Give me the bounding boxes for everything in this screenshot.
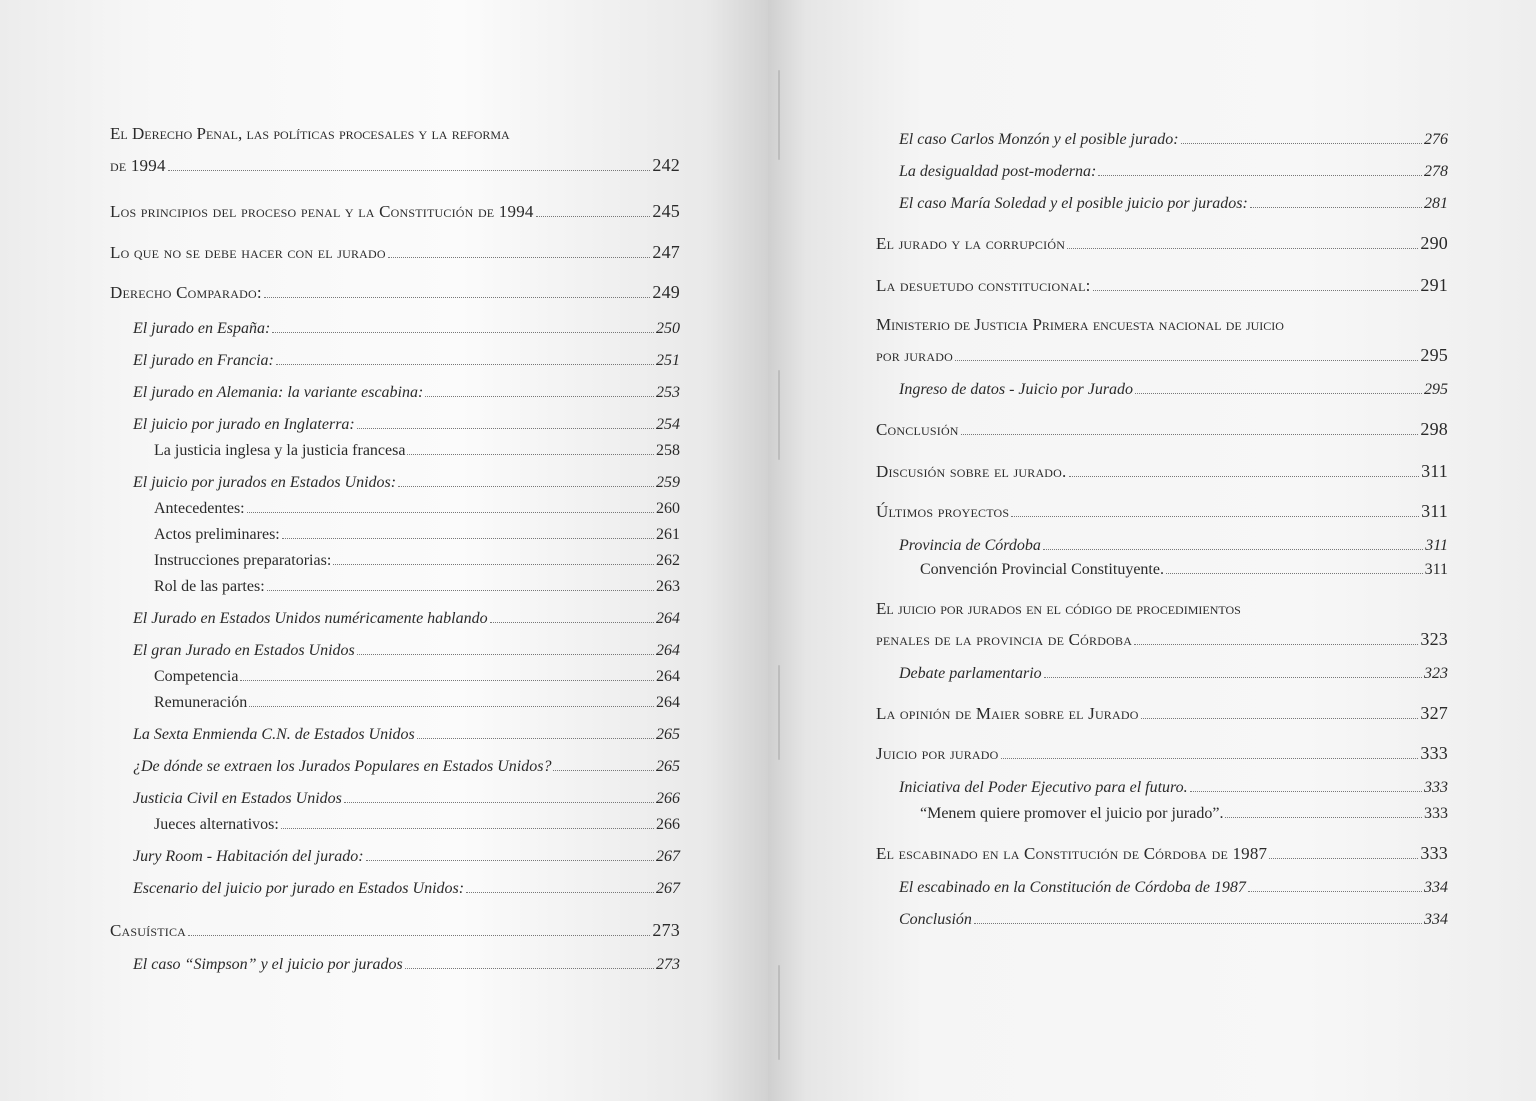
toc-entry-title: Derecho Comparado: xyxy=(110,283,262,302)
toc-entry-title: Ingreso de datos - Juicio por Jurado xyxy=(899,381,1134,398)
toc-page-number: 266 xyxy=(656,790,680,807)
toc-entry xyxy=(110,956,680,974)
toc-entry xyxy=(110,610,680,628)
toc-entry-title: penales de la provincia de Córdoba xyxy=(876,630,1133,649)
toc-entry xyxy=(876,195,1448,213)
toc-entry xyxy=(876,419,1448,440)
toc-page-number: 311 xyxy=(1425,537,1448,554)
toc-entry xyxy=(110,642,680,660)
toc-entry xyxy=(876,629,1448,650)
toc-leader-dots xyxy=(1248,891,1422,892)
toc-entry xyxy=(876,703,1448,724)
toc-entry xyxy=(876,805,1448,823)
toc-leader-dots xyxy=(1001,758,1419,759)
toc-page-number: 260 xyxy=(656,500,680,517)
toc-page-number: 295 xyxy=(1420,345,1448,365)
toc-page-number: 251 xyxy=(656,352,680,369)
toc-leader-dots xyxy=(1044,677,1422,678)
toc-page-number: 311 xyxy=(1424,561,1448,578)
toc-entry xyxy=(110,201,680,222)
toc-entry-title: El jurado y la corrupción xyxy=(876,234,1066,253)
toc-entry-title: La justicia inglesa y la justicia francesa xyxy=(154,442,406,459)
toc-page-number: 333 xyxy=(1424,779,1448,796)
toc-leader-dots xyxy=(276,364,654,365)
toc-entry xyxy=(876,461,1448,482)
toc-entry-title: Convención Provincial Constituyente. xyxy=(920,561,1164,578)
toc-entry-title: Jueces alternativos: xyxy=(154,816,279,833)
toc-page-number: 267 xyxy=(656,880,680,897)
toc-entry-title: por jurado xyxy=(876,346,953,365)
binding-stitch xyxy=(778,370,780,460)
toc-page-number: 253 xyxy=(656,384,680,401)
toc-entry xyxy=(110,282,680,303)
toc-entry xyxy=(110,694,680,712)
toc-entry xyxy=(876,275,1448,296)
toc-page-number: 311 xyxy=(1421,461,1448,481)
toc-page-number: 273 xyxy=(652,920,680,940)
toc-entry-title: Iniciativa del Poder Ejecutivo para el futuro. xyxy=(899,779,1188,796)
toc-entry-title: Debate parlamentario xyxy=(899,665,1042,682)
toc-entry-title: Justicia Civil en Estados Unidos xyxy=(133,790,342,807)
toc-page-number: 291 xyxy=(1420,275,1448,295)
toc-page-number: 334 xyxy=(1424,911,1448,928)
toc-entry-title: El gran Jurado en Estados Unidos xyxy=(133,642,355,659)
toc-page-number: 327 xyxy=(1420,703,1448,723)
toc-page-number: 254 xyxy=(656,416,680,433)
toc-entry xyxy=(876,665,1448,683)
toc-page-number: 265 xyxy=(656,758,680,775)
toc-leader-dots xyxy=(267,590,654,591)
toc-entry xyxy=(110,668,680,686)
toc-entry-title: Jury Room - Habitación del jurado: xyxy=(133,848,364,865)
toc-leader-dots xyxy=(249,706,654,707)
toc-page-number: 267 xyxy=(656,848,680,865)
toc-leader-dots xyxy=(344,802,654,803)
toc-page-number: 265 xyxy=(656,726,680,743)
toc-page-number: 247 xyxy=(652,242,680,262)
toc-leader-dots xyxy=(282,538,654,539)
toc-leader-dots xyxy=(398,486,654,487)
toc-page-number: 323 xyxy=(1424,665,1448,682)
toc-leader-dots xyxy=(247,512,654,513)
toc-entry-title: Rol de las partes: xyxy=(154,578,265,595)
toc-entry-title: El escabinado en la Constitución de Córdoba de 1987 xyxy=(899,879,1246,896)
binding-stitch xyxy=(778,70,780,160)
toc-leader-dots xyxy=(1043,549,1423,550)
toc-leader-dots xyxy=(1011,516,1419,517)
toc-leader-dots xyxy=(388,257,651,258)
toc-leader-dots xyxy=(357,428,654,429)
toc-leader-dots xyxy=(240,680,654,681)
toc-page-number: 266 xyxy=(656,816,680,833)
toc-page-number: 250 xyxy=(656,320,680,337)
toc-entry xyxy=(876,131,1448,149)
toc-entry-title: Instrucciones preparatorias: xyxy=(154,552,332,569)
toc-entry-title: La desigualdad post-moderna: xyxy=(899,163,1097,180)
toc-entry-title: Conclusión xyxy=(899,911,972,928)
toc-page-number: 264 xyxy=(656,668,680,685)
toc-entry xyxy=(876,743,1448,764)
toc-entry-title: El juicio por jurado en Inglaterra: xyxy=(133,416,355,433)
toc-entry-title: Provincia de Córdoba xyxy=(899,537,1041,554)
toc-leader-dots xyxy=(1166,573,1423,574)
toc-entry xyxy=(110,384,680,402)
toc-leader-dots xyxy=(974,923,1422,924)
toc-entry-title: Los principios del proceso penal y la Constitución de 1994 xyxy=(110,202,534,221)
toc-page-number: 262 xyxy=(656,552,680,569)
toc-entry xyxy=(110,758,680,776)
toc-leader-dots xyxy=(1250,207,1422,208)
toc-entry xyxy=(110,242,680,263)
toc-leader-dots xyxy=(1190,791,1422,792)
toc-page-number: 245 xyxy=(652,201,680,221)
toc-entry xyxy=(110,320,680,338)
toc-entry xyxy=(110,352,680,370)
toc-entry-title: de 1994 xyxy=(110,156,166,175)
toc-leader-dots xyxy=(1093,290,1419,291)
toc-entry xyxy=(110,552,680,570)
toc-page-number: 278 xyxy=(1424,163,1448,180)
toc-entry-title: La opinión de Maier sobre el Jurado xyxy=(876,704,1139,723)
toc-page-number: 334 xyxy=(1424,879,1448,896)
toc-entry xyxy=(876,163,1448,181)
toc-entry xyxy=(876,779,1448,797)
toc-leader-dots xyxy=(272,332,654,333)
toc-entry xyxy=(110,578,680,596)
binding-stitch xyxy=(778,965,780,1060)
toc-entry-title: Actos preliminares: xyxy=(154,526,280,543)
toc-page-number: 261 xyxy=(656,526,680,543)
toc-entry-title: El jurado en Alemania: la variante escabina: xyxy=(133,384,424,401)
toc-leader-dots xyxy=(955,360,1418,361)
toc-leader-dots xyxy=(1225,817,1422,818)
toc-leader-dots xyxy=(405,968,654,969)
toc-leader-dots xyxy=(168,170,651,171)
toc-leader-dots xyxy=(1134,644,1418,645)
toc-entry xyxy=(110,155,680,176)
toc-entry-title: “Menem quiere promover el juicio por jurado”. xyxy=(920,805,1224,822)
toc-page-number: 264 xyxy=(656,642,680,659)
toc-page-number: 259 xyxy=(656,474,680,491)
toc-entry-title: Escenario del juicio por jurado en Estados Unidos: xyxy=(133,880,465,897)
toc-entry xyxy=(110,816,680,834)
toc-entry-title: El caso María Soledad y el posible juicio por jurados: xyxy=(899,195,1248,212)
toc-entry xyxy=(876,561,1448,579)
toc-page-number: 295 xyxy=(1424,381,1448,398)
toc-entry xyxy=(110,500,680,518)
toc-page-number: 273 xyxy=(656,956,680,973)
toc-entry xyxy=(876,843,1448,864)
toc-leader-dots xyxy=(425,396,654,397)
toc-entry-title: El caso “Simpson” y el juicio por jurados xyxy=(133,956,403,973)
toc-entry xyxy=(876,345,1448,366)
toc-leader-dots xyxy=(281,828,654,829)
toc-entry-title: Competencia xyxy=(154,668,239,685)
toc-page-number: 264 xyxy=(656,694,680,711)
toc-heading-line: El Derecho Penal, las políticas procesales y la reforma xyxy=(110,124,510,143)
toc-entry xyxy=(876,911,1448,929)
toc-entry xyxy=(876,501,1448,522)
toc-page-number: 290 xyxy=(1420,233,1448,253)
toc-entry-title: El Jurado en Estados Unidos numéricamente hablando xyxy=(133,610,488,627)
toc-leader-dots xyxy=(188,935,650,936)
binding-stitch xyxy=(778,665,780,760)
toc-entry-title: El escabinado en la Constitución de Córdoba de 1987 xyxy=(876,844,1268,863)
toc-entry-title: Discusión sobre el jurado. xyxy=(876,462,1067,481)
toc-leader-dots xyxy=(1269,858,1418,859)
toc-entry xyxy=(110,474,680,492)
right-page xyxy=(768,0,1536,1101)
toc-entry xyxy=(876,233,1448,254)
toc-entry xyxy=(110,790,680,808)
toc-entry-title: El jurado en Francia: xyxy=(133,352,274,369)
toc-entry-title: Juicio por jurado xyxy=(876,744,999,763)
toc-page-number: 333 xyxy=(1420,743,1448,763)
toc-page-number: 311 xyxy=(1421,501,1448,521)
toc-page-number: 242 xyxy=(652,155,680,175)
toc-page-number: 323 xyxy=(1420,629,1448,649)
toc-heading-line: Ministerio de Justicia Primera encuesta nacional de juicio xyxy=(876,315,1284,334)
toc-entry xyxy=(110,726,680,744)
toc-entry-title: Remuneración xyxy=(154,694,248,711)
toc-entry-title: ¿De dónde se extraen los Jurados Populares en Estados Unidos? xyxy=(133,758,552,775)
toc-page-number: 281 xyxy=(1424,195,1448,212)
toc-leader-dots xyxy=(1069,476,1420,477)
toc-entry-title: El juicio por jurados en Estados Unidos: xyxy=(133,474,397,491)
toc-entry xyxy=(110,526,680,544)
toc-leader-dots xyxy=(264,297,651,298)
toc-entry-title: La Sexta Enmienda C.N. de Estados Unidos xyxy=(133,726,415,743)
toc-entry-title: Casuística xyxy=(110,921,187,940)
toc-leader-dots xyxy=(490,622,654,623)
toc-leader-dots xyxy=(961,434,1419,435)
toc-entry-title: El jurado en España: xyxy=(133,320,271,337)
toc-page-number: 264 xyxy=(656,610,680,627)
toc-leader-dots xyxy=(1181,143,1422,144)
toc-entry-title: Últimos proyectos xyxy=(876,502,1010,521)
toc-entry xyxy=(110,920,680,941)
toc-leader-dots xyxy=(1135,393,1422,394)
toc-entry-title: Conclusión xyxy=(876,420,959,439)
toc-page-number: 276 xyxy=(1424,131,1448,148)
toc-leader-dots xyxy=(1098,175,1422,176)
toc-leader-dots xyxy=(536,216,651,217)
toc-entry-title: El caso Carlos Monzón y el posible jurado: xyxy=(899,131,1179,148)
toc-entry xyxy=(876,879,1448,897)
binding-gutter xyxy=(772,0,788,1101)
toc-leader-dots xyxy=(357,654,654,655)
toc-leader-dots xyxy=(417,738,654,739)
toc-entry xyxy=(110,442,680,460)
toc-leader-dots xyxy=(466,892,654,893)
toc-leader-dots xyxy=(366,860,654,861)
toc-leader-dots xyxy=(407,454,654,455)
toc-entry-title: Lo que no se debe hacer con el jurado xyxy=(110,243,386,262)
toc-heading-line: El juicio por jurados en el código de procedimientos xyxy=(876,599,1241,618)
toc-page-number: 249 xyxy=(652,282,680,302)
toc-page-number: 298 xyxy=(1420,419,1448,439)
toc-entry xyxy=(876,537,1448,555)
toc-page-number: 333 xyxy=(1420,843,1448,863)
toc-leader-dots xyxy=(1067,248,1418,249)
toc-entry xyxy=(110,416,680,434)
toc-entry xyxy=(876,381,1448,399)
toc-entry-title: Antecedentes: xyxy=(154,500,245,517)
toc-entry xyxy=(110,880,680,898)
toc-page-number: 333 xyxy=(1424,805,1448,822)
toc-leader-dots xyxy=(1141,718,1419,719)
toc-leader-dots xyxy=(333,564,654,565)
toc-page-number: 258 xyxy=(656,442,680,459)
toc-leader-dots xyxy=(553,770,654,771)
toc-entry xyxy=(110,848,680,866)
toc-page-number: 263 xyxy=(656,578,680,595)
toc-entry-title: La desuetudo constitucional: xyxy=(876,276,1091,295)
